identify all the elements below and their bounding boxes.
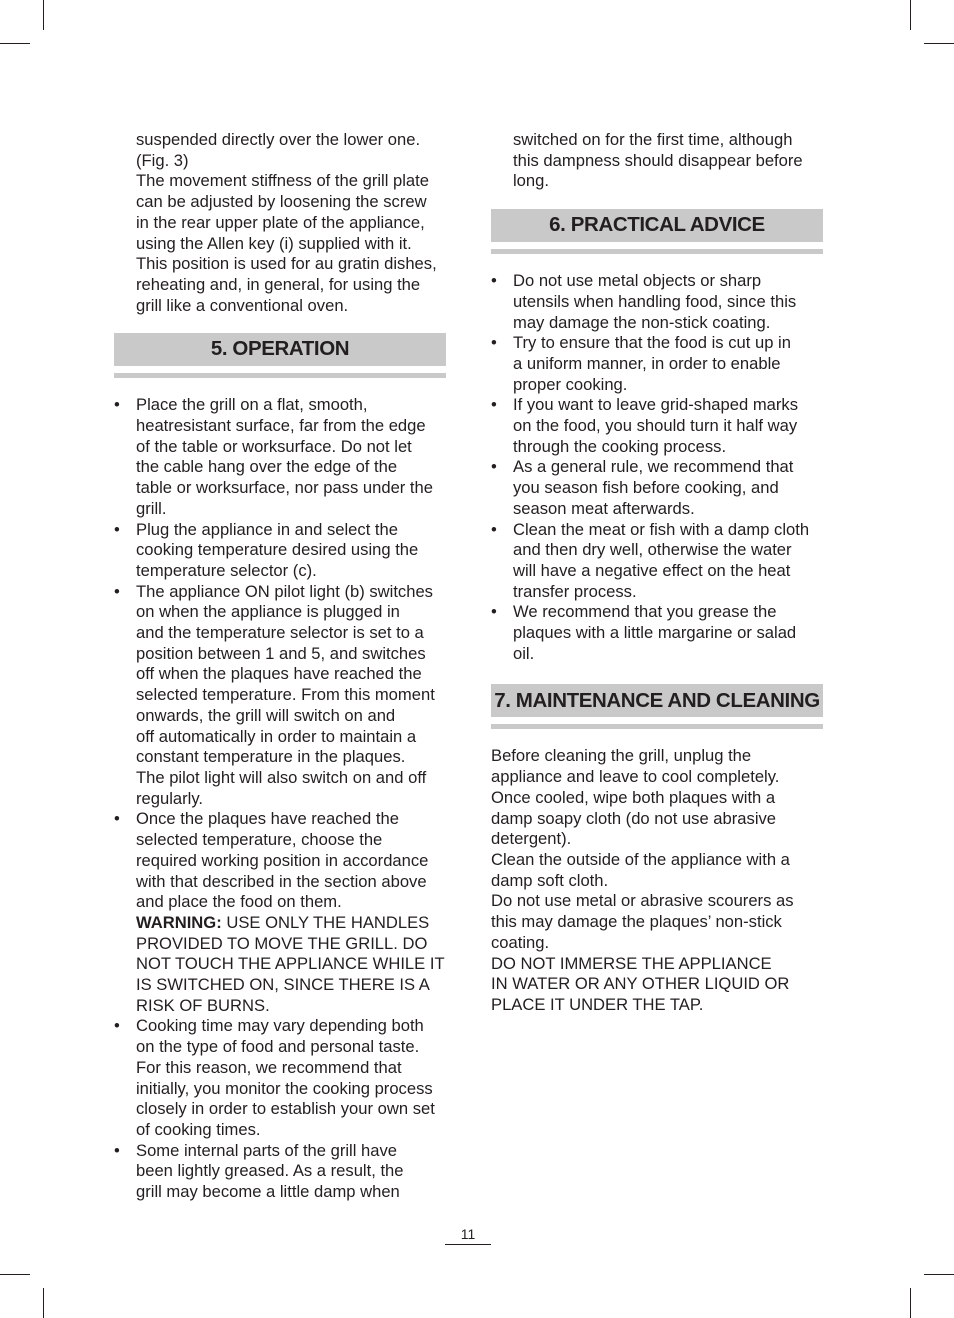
bullet-icon: • [491,457,497,477]
bullet-icon: • [491,602,497,622]
heading-rule [491,724,823,729]
heading-rule [114,373,446,378]
crop-mark [0,43,30,44]
warning-block [136,913,445,1015]
heading-bar [114,333,446,366]
bullet-icon: • [491,395,497,415]
warning-label: WARNING: [136,912,222,932]
left-column [114,130,446,1203]
bullet-icon: • [114,809,120,829]
crop-mark [0,1274,30,1275]
bullet-icon: • [491,519,497,539]
crop-mark [910,1288,911,1318]
list-item: • Try to ensure that the food is cut up in a uniform manner, in order to enable proper cooking. [491,333,791,394]
heading-text: 6. PRACTICAL ADVICE [549,213,765,237]
list-item: • If you want to leave grid-shaped marks on the food, you should turn it half way through the cooking process. [491,395,799,456]
list-item: • Plug the appliance in and select the cooking temperature desired using the temperature selector (c). [114,519,419,580]
list-item: • The appliance ON pilot light (b) switches on when the appliance is plugged in and the temperature selector is set to a position between 1 and 5, and switches off when the plaques have reached the selected temperature. From this moment onwards, the grill will switch on and off automatically in order to maintain a constant temperature in the plaques. The pilot light will also switch on and off regularly. [114,581,435,808]
list-item: • Do not use metal objects or sharp utensils when handling food, since this may damage the non-stick coating. [491,271,797,332]
crop-mark [910,0,911,30]
bullet-icon: • [114,1140,120,1160]
crop-mark [43,1288,44,1318]
page-number: 11 [460,1226,476,1242]
list-item: • Place the grill on a flat, smooth, heatresistant surface, far from the edge of the table or worksurface. Do not let the cable hang over the edge of the table or worksurface, nor pass under the grill. [114,395,434,518]
continuation-paragraph: switched on for the first time, although this dampness should disappear before long. [513,130,803,191]
page-number-rule [445,1244,491,1245]
advice-list [491,271,823,664]
practical-advice-heading [491,209,823,257]
bullet-icon: • [491,271,497,291]
operation-section-heading [114,333,446,381]
bullet-icon: • [114,1016,120,1036]
warning-text: USE ONLY THE HANDLES PROVIDED TO MOVE THE GRILL. DO NOT TOUCH THE APPLIANCE WHILE IT IS SWITCHED ON, SINCE THERE IS A RISK OF BURNS. [136,912,445,1015]
crop-mark [924,43,954,44]
bullet-icon: • [114,519,120,539]
list-item: • Cooking time may vary depending both on the type of food and personal taste. For this reason, we recommend that initially, you monitor the cooking process closely in order to establish your own set of cooking times. [114,1016,435,1139]
maintenance-paragraph: Before cleaning the grill, unplug the appliance and leave to cool completely. Once cooled, wipe both plaques with a damp soapy cloth (do not use abrasive detergent). Clean the outside of the appliance with a damp soft cloth. Do not use metal or abrasive scourers as this may damage the plaques’ non-stick coating. DO NOT IMMERSE THE APPLIANCE IN WATER OR ANY OTHER LIQUID OR PLACE IT UNDER THE TAP. [491,746,794,1014]
right-column [491,130,823,1016]
intro-paragraph: suspended directly over the lower one. (Fig. 3) The movement stiffness of the grill plate can be adjusted by loosening the screw in the rear upper plate of the appliance, using the Allen key (i) supplied with it. This position is used for au gratin dishes, reheating and, in general, for using the grill like a conventional oven. [136,130,437,315]
heading-text: 5. OPERATION [210,337,350,361]
crop-mark [924,1274,954,1275]
operation-list [114,395,446,1202]
list-item: • Once the plaques have reached the selected temperature, choose the required working position in accordance with that described in the section above and place the food on them. WARNING: USE ONLY THE HANDLES PROVIDED TO MOVE THE GRILL. DO NOT TOUCH THE APPLIANCE WHILE IT IS SWITCHED ON, SINCE THERE IS A RISK OF BURNS. [114,809,445,1015]
list-item: • As a general rule, we recommend that you season fish before cooking, and season meat afterwards. [491,457,794,518]
heading-rule [491,249,823,254]
bullet-icon: • [491,333,497,353]
list-item: • Clean the meat or fish with a damp cloth and then dry well, otherwise the water will have a negative effect on the heat transfer process. [491,519,810,601]
heading-bar [491,684,823,717]
heading-bar [491,209,823,242]
list-item: • Some internal parts of the grill have been lightly greased. As a result, the grill may become a little damp when [114,1140,404,1202]
bullet-icon: • [114,581,120,601]
crop-mark [43,0,44,30]
maintenance-heading [491,684,823,732]
list-item: • We recommend that you grease the plaques with a little margarine or salad oil. [491,602,797,663]
bullet-icon: • [114,395,120,415]
heading-text: 7. MAINTENANCE AND CLEANING [494,688,820,712]
